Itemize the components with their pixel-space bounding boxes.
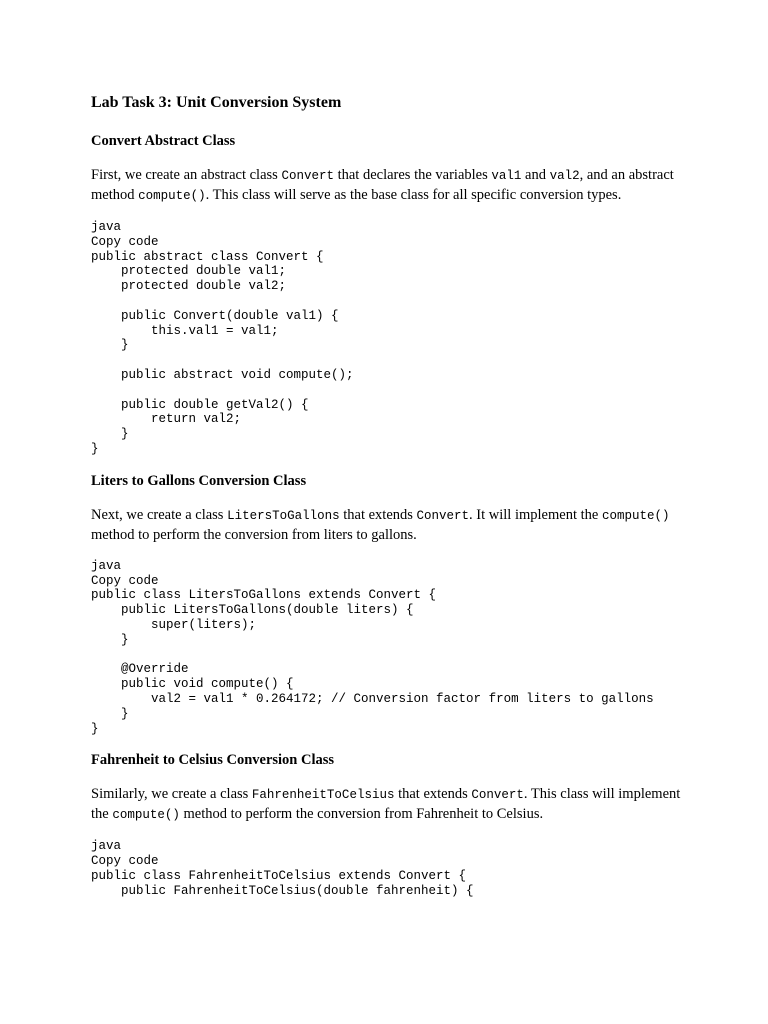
para-text: , and an abstract method [91,167,674,203]
para-text: . This class will implement the [91,786,681,823]
para-text: Similarly, we create a class [91,786,252,803]
doc-title: Lab Task 3: Unit Conversion System [91,94,342,111]
section-paragraph-liters-to-gallons [91,506,691,545]
document-page [91,91,691,913]
section-heading-convert: Convert Abstract Class [91,133,236,149]
para-text: . This class will serve as the base class for all specific conversion types. [205,187,622,203]
code-block-convert: java Copy code public abstract class Convert { protected double val1; protected double val2; public Convert(double val1) { this.val1 = val1; } public abstract void compute(); public double getVal2() { return val2; } } [91,220,354,456]
para-text: that declares the variables [333,167,492,183]
inline-code: Convert [416,508,470,523]
para-text: that extends [394,786,472,803]
para-text: method to perform the conversion from liters to gallons. [91,526,417,543]
section-heading-fahrenheit-to-celsius: Fahrenheit to Celsius Conversion Class [91,752,335,769]
para-text: Next, we create a class [91,506,228,523]
para-text: that extends [339,506,417,523]
code-block-fahrenheit-to-celsius: java Copy code public class FahrenheitToCelsius extends Convert { public FahrenheitToCelsius(double fahrenheit) { [91,839,474,898]
inline-code: FahrenheitToCelsius [251,788,395,803]
inline-code: compute() [601,508,670,523]
inline-code: Convert [281,169,334,183]
inline-code: val2 [549,169,580,183]
section-paragraph-convert [91,166,691,206]
para-text: . It will implement the [469,506,602,523]
inline-code: compute() [112,808,180,823]
inline-code: compute() [138,189,206,203]
para-text: First, we create an abstract class [91,167,282,183]
section-paragraph-fahrenheit-to-celsius [91,785,691,825]
inline-code: LitersToGallons [227,508,340,523]
para-text: method to perform the conversion from Fahrenheit to Celsius. [179,806,544,823]
inline-code: Convert [471,788,524,803]
section-heading-liters-to-gallons: Liters to Gallons Conversion Class [91,472,307,489]
inline-code: val1 [491,169,522,183]
para-text: and [521,167,550,183]
code-block-liters-to-gallons: java Copy code public class LitersToGallons extends Convert { public LitersToGallons(double liters) { super(liters); } @Override public void compute() { val2 = val1 * 0.264172; // Conversion factor from liters to gallons } } [91,558,654,736]
